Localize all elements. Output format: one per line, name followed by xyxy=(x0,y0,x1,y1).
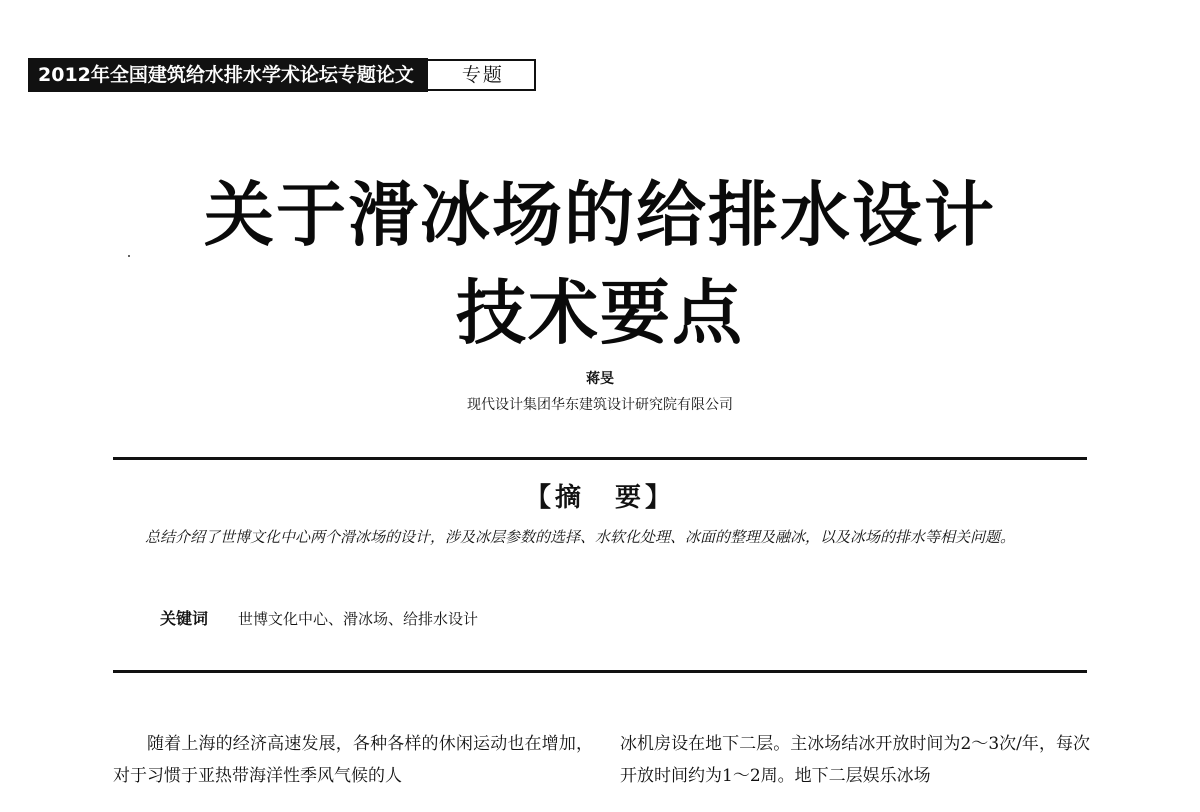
body-column-right: 冰机房设在地下二层。主冰场结冰开放时间为2～3次/年，每次开放时间约为1～2周。地下二层娱乐冰场 xyxy=(620,734,1090,786)
paper-title-line-2: 技术要点 xyxy=(456,272,744,354)
abstract-heading: 【摘 要】 xyxy=(524,483,675,513)
abstract-text: 总结介绍了世博文化中心两个滑冰场的设计，涉及冰层参数的选择、水软化处理、冰面的整理及融冰，以及冰场的排水等相关问题。 xyxy=(145,528,1016,546)
section-tag: 专题 xyxy=(428,59,536,91)
paper-title-line-1: 关于滑冰场的给排水设计 xyxy=(204,174,996,256)
keywords-line xyxy=(160,606,478,632)
body-column-left: 随着上海的经济高速发展，各种各样的休闲运动也在增加，对于习惯于亚热带海洋性季风气候的人 xyxy=(113,734,593,786)
keywords-label: 关键词 xyxy=(160,609,209,628)
abstract-bottom-rule xyxy=(113,670,1087,673)
keywords-value: 世博文化中心、滑冰场、给排水设计 xyxy=(238,610,479,628)
series-banner xyxy=(28,58,536,92)
abstract-top-rule xyxy=(113,457,1087,460)
series-title: 2012年全国建筑给水排水学术论坛专题论文 xyxy=(28,58,428,92)
paper-title xyxy=(0,166,1200,362)
author-name: 蒋旻 xyxy=(586,371,614,387)
author-affiliation: 现代设计集团华东建筑设计研究院有限公司 xyxy=(467,397,733,413)
